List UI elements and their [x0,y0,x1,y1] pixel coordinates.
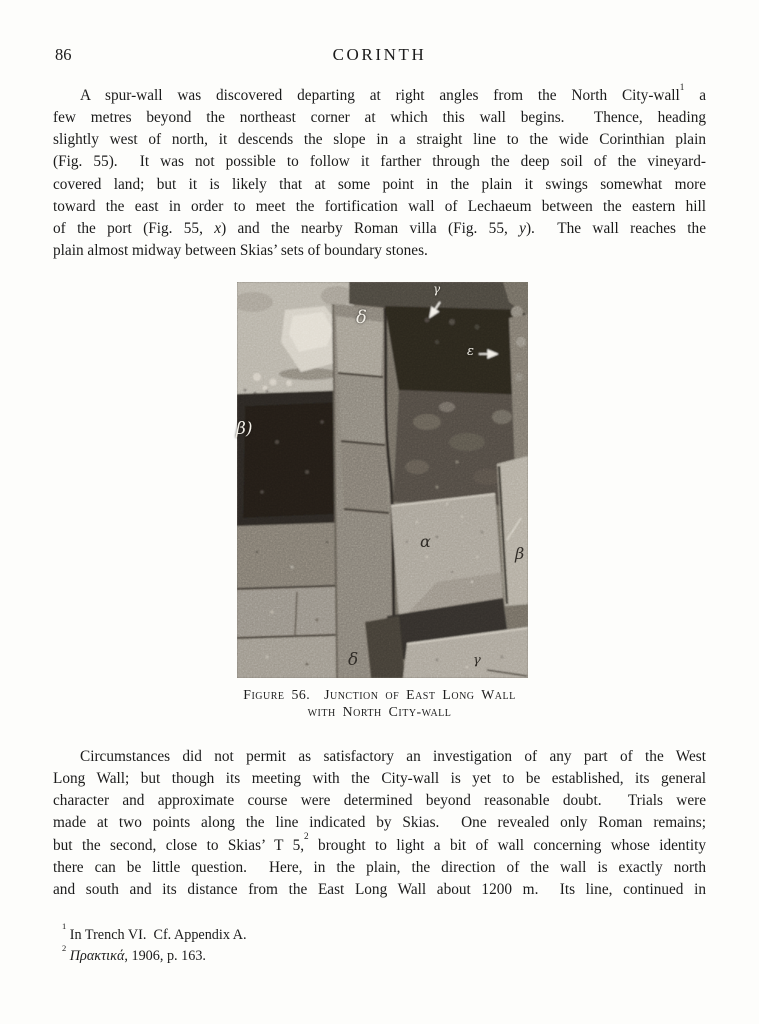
photo-annotation-beta-right: β [515,544,525,563]
text-line: Long Wall; but though its meeting with the City-wall is yet to be established, its general [53,770,706,788]
figure-caption-line1: Figure 56. Junction of East Long Wall [243,687,516,702]
paragraph-1 [53,81,707,262]
paragraph-2 [53,746,706,901]
footnotes [62,921,702,968]
page-number: 86 [55,45,72,64]
photo-annotation-beta-left: β) [236,419,253,439]
photo-grain [237,282,528,678]
text-line: $^1$ In Trench VI. Cf. Appendix A. [62,921,247,943]
photo-annotation-delta-bottom: δ [348,650,359,670]
excavation-photo-illustration [237,282,528,678]
photo-annotation-gamma-bottom: γ [473,653,481,668]
figure-caption [53,687,706,720]
photo-annotation-alpha: α [420,532,431,551]
text-line: and south and its distance from the East Long Wall about 1200 m. Its line, continued in [53,880,706,898]
photo-annotation-gamma-top: γ [433,282,441,296]
text-line: plain almost midway between Skias’ sets of boundary stones. [53,241,428,259]
text-line: A spur-wall was discovered departing at right angles from the North City-wall$^1$ a [80,81,707,104]
text-line: character and approximate course were determined beyond reasonable doubt. Trials were [53,792,706,810]
running-header-title: CORINTH [332,45,427,64]
text-line: toward the east in order to meet the fortification wall of Lechaeum between the eastern hill [53,197,706,215]
text-line: slightly west of north, it descends the slope in a straight line to the wide Corinthian plain [53,131,706,149]
text-line: few metres beyond the northeast corner at which this wall begins. Thence, heading [53,109,706,127]
text-line: covered land; but it is likely that at some point in the plain it swings somewhat more [53,175,706,193]
text-line: (Fig. 55). It was not possible to follow it farther through the deep soil of the vineyard- [53,153,706,171]
text-line: there can be little question. Here, in the plain, the direction of the wall is exactly north [53,858,706,876]
figure-caption-line2: with North City-wall [307,703,452,719]
figure-56-photo [237,282,528,678]
photo-annotation-epsilon: ε [467,344,474,359]
text-line: made at two points along the line indicated by Skias. One revealed only Roman remains; [53,814,706,832]
text-line: $^2$ Πρακτικά, 1906, p. 163. [62,942,206,965]
photo-annotation-delta-upper: δ [356,307,367,328]
text-line: of the port (Fig. 55, x) and the nearby Roman villa (Fig. 55, y). The wall reaches the [53,219,706,237]
text-line: Circumstances did not permit as satisfactory an investigation of any part of the West [80,748,706,765]
text-line: but the second, close to Skias’ T 5,$^2$ brought to light a bit of wall concerning whose identity [53,831,706,854]
